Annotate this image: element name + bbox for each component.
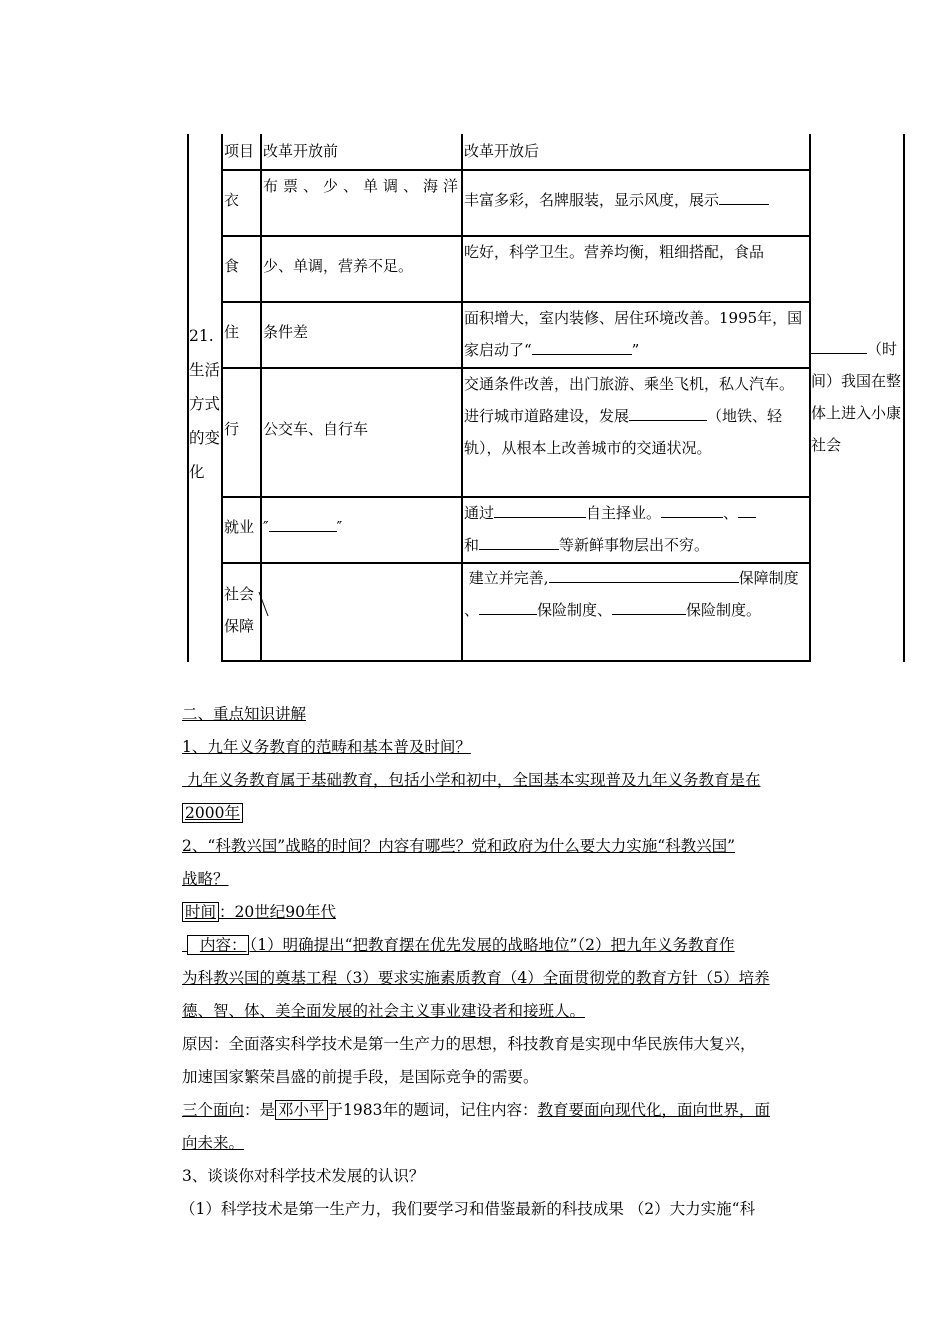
content-line-1: 内容： （1）明确提出“把教育摆在优先发展的战略地位”（2）把九年义务教育作 [182,929,814,962]
row-before: 公交车、自行车 [263,420,369,438]
answer-3: （1）科学技术是第一生产力，我们要学习和借鉴最新的科技成果 （2）大力实施“科 [180,1200,756,1218]
row-before: 条件差 [263,323,309,341]
three-orientations-line: 三个面向：是 邓小平 于1983年的题词，记住内容：教育要面向现代化，面向世界，面 [182,1101,771,1119]
row-before: 少、单调，营养不足。 [263,257,414,275]
blank-line [629,406,707,421]
blank-line [661,503,723,518]
blank-line [549,568,739,583]
row-item: 社会保障 [224,585,255,635]
row-after: 吃好，科学卫生。营养均衡，粗细搭配，食品 [464,243,765,261]
diagonal-mark [258,590,270,618]
reason-line-2: 加速国家繁荣昌盛的前提手段，是国际竞争的需要。 [182,1068,539,1086]
blank-line [479,535,559,550]
answer-1-year: 2000年 [182,797,814,830]
reason-line-1: 原因：全面落实科学技术是第一生产力的思想，科技教育是实现中华民族伟大复兴， [182,1035,756,1053]
content-line-2: 为科教兴国的奠基工程（3）要求实施素质教育（4）全面贯彻党的教育方针（5）培养 [182,969,770,987]
blank-line [612,600,686,615]
row-before-line: 布票、少、单调、海洋 [263,177,458,195]
question-1: 1、九年义务教育的范畴和基本普及时间？ [182,738,471,756]
section-label: 21.生活方式的变化 [189,327,221,481]
row-item: 行 [224,420,240,438]
question-2: 2、“科教兴国”战略的时间？内容有哪些？党和政府为什么要大力实施“科教兴国” [182,837,736,855]
blank-line [811,339,867,354]
row-item: 就业 [224,518,255,536]
header-before: 改革开放前 [263,142,339,160]
row-item: 食 [224,257,240,275]
section-heading: 二、重点知识讲解 [182,705,307,723]
answer-1: 九年义务教育属于基础教育，包括小学和初中，全国基本实现普及九年义务教育是在 [186,771,761,789]
table-border [221,660,811,662]
row-item: 衣 [224,191,240,209]
row-after: 丰富多彩，名牌服装，显示风度，展示 [464,184,808,216]
row-after: 通过 自主择业。 、 和 等新鲜事物层出不穷。 [464,497,808,561]
content-line-3: 德、智、体、美全面发展的社会主义事业建设者和接班人。 [182,1002,586,1020]
row-before: ″ ″ [263,518,343,536]
three-orientations-cont: 向未来。 [182,1134,245,1152]
row-after: 交通条件改善，出门旅游、乘坐飞机，私人汽车。 进行城市道路建设，发展 （地铁、轻轨），从根本上改善城市的交通状况。 [464,375,795,457]
question-3: 3、谈谈你对科学技术发展的认识？ [182,1167,425,1185]
row-after: 面积增大，室内装修、居住环境改善。1995年，国家启动了“ ” [464,309,803,359]
time-line: 时间 ：20世纪90年代 [182,896,814,929]
table-border [260,134,262,662]
blank-line [269,517,337,532]
blank-line [738,503,756,518]
blank-line [479,600,537,615]
question-2-cont: 战略？ [182,870,229,888]
blank-line [494,503,586,518]
blank-line [532,340,632,355]
header-after: 改革开放后 [464,142,540,160]
row-item: 住 [224,323,240,341]
row-before [263,170,458,202]
table-border [903,134,905,662]
blank-line [719,190,769,205]
row-after: 建立并完善, 保障制度 、 保险制度、 保险制度。 [464,569,799,619]
table-border [461,134,463,662]
header-item: 项目 [224,142,255,160]
right-note: （时间）我国在整体上进入小康社会 [811,340,902,454]
